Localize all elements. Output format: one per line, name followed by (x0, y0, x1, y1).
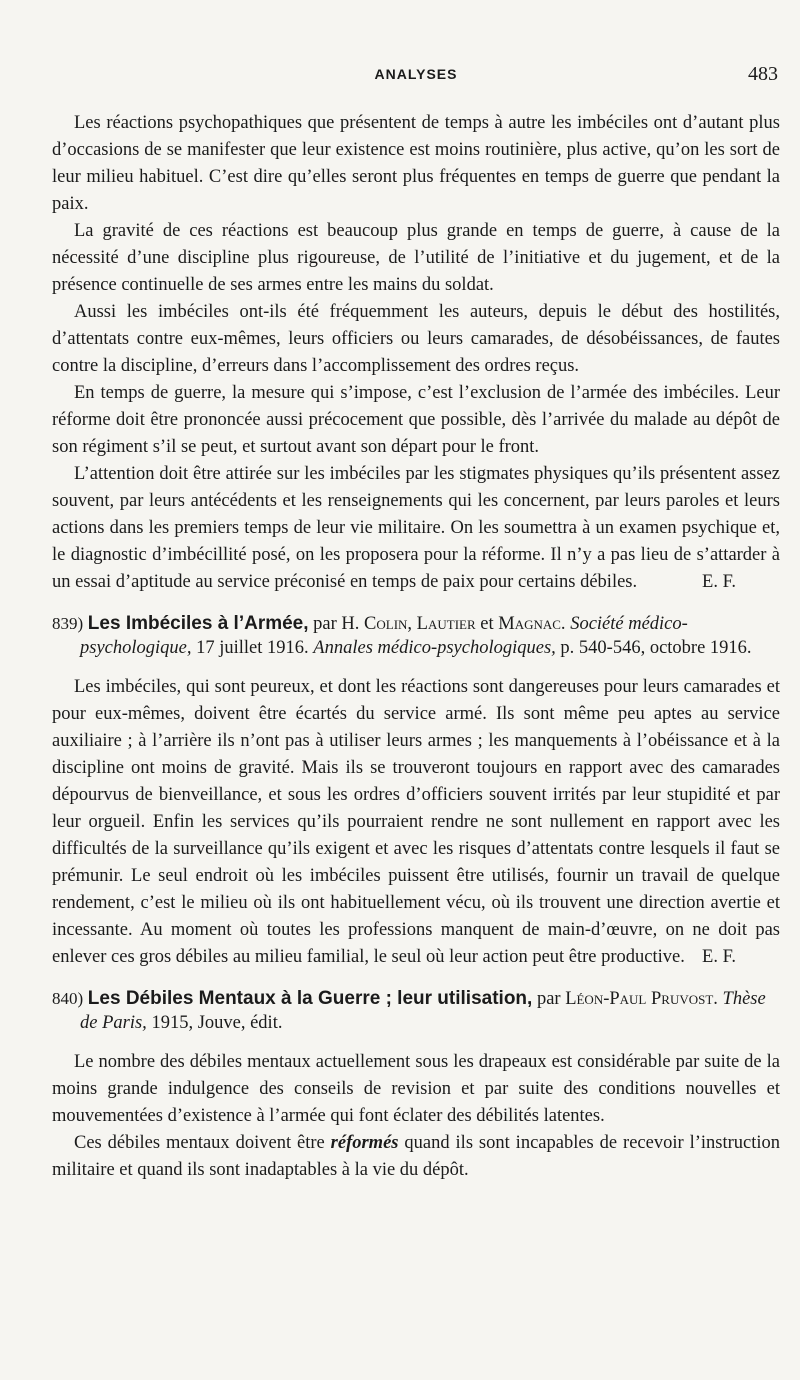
text-body (52, 110, 780, 1184)
running-header (52, 64, 780, 92)
author: Colin, (364, 614, 413, 634)
thesis: Thèse de Paris, (80, 989, 766, 1033)
paragraph: Aussi les imbéciles ont-ils été fréquemment les auteurs, depuis le début des hostilités, d’attentats contre eux-mêmes, leurs officiers ou leurs camarades, de désobéissances, de fautes contre la discipline, d’erreurs dans l’accomplissement des ordres reçus. (52, 302, 780, 376)
emphasis: réformés (330, 1133, 399, 1153)
entry-number: 840) (52, 989, 84, 1008)
paragraph: Les réactions psychopathiques que présentent de temps à autre les imbéciles ont d’autant plus d’occasions de se manifester que leur existence est moins routinière, plus active, qu’on les sort de leur milieu habituel. C’est dire qu’elles seront plus fréquentes en temps de guerre que pendant la paix. (52, 113, 780, 214)
entry-number: 839) (52, 614, 84, 633)
signature: E. F. (702, 947, 736, 967)
paragraph: La gravité de ces réactions est beaucoup plus grande en temps de guerre, à cause de la nécessité d’une discipline plus rigoureuse, de l’utilité de l’initiative et du jugement, et de la présence continuelle de ses armes entre les mains du soldat. (52, 221, 780, 295)
author: Magnac. (498, 614, 566, 634)
entry-title: Les Imbéciles à l’Armée, (87, 613, 309, 634)
paragraph: Le nombre des débiles mentaux actuellement sous les drapeaux est considérable par suite de la moins grande indulgence des conseils de revision et par suite des conditions nouvelles et mouvementées d’existence à l’armée qui font éclater des débilités latentes. (52, 1052, 780, 1126)
paragraph: Les imbéciles, qui sont peureux, et dont les réactions sont dangereuses pour leurs camarades et pour eux-mêmes, doivent être écartés du service armé. Ils sont même peu aptes au service auxiliaire ; à l’arrière ils n’ont pas à utiliser leurs armes ; les manquements à l’obéissance et à la discipline ont moins de gravité. Mais ils se trouveront toujours en rapport avec des camarades dépourvus de bienveillance, et sous les ordres d’officiers souvent irrités par leur stupidité et par leur orgueil. Enfin les services qu’ils pourraient rendre ne sont nullement en rapport avec les difficultés de la surveillance qu’ils exigent et avec les risques d’attentats contre lesquels il faut se prémunir. Le seul endroit où les imbéciles puissent être utilisés, fournir un travail de quelque rendement, c’est le milieu où ils ont habituellement vécu, où ils trouvent une direction avertie et incessante. Au moment où toutes les professions manquent de main-d’œuvre, on ne doit pas enlever ces gros débiles au milieu familial, le seul où leur action peut être productive. E. F. (52, 674, 780, 971)
author: Léon-Paul Pruvost. (565, 989, 718, 1009)
paragraph: L’attention doit être attirée sur les imbéciles par les stigmates physiques qu’ils présentent assez souvent, par leurs antécédents et les renseignements qui les concernent, par leurs paroles et leurs actions dans les premiers temps de leur vie militaire. On les soumettra à un examen psychique et, le diagnostic d’imbécillité posé, on les proposera pour la réforme. Il n’y a pas lieu de s’attarder à un essai d’aptitude au service préconisé en temps de paix pour certains débiles. E. F. (52, 461, 780, 596)
author: Lautier (416, 614, 476, 634)
page-number: 483 (748, 63, 778, 85)
entry-title: Les Débiles Mentaux à la Guerre ; leur utilisation, (87, 988, 533, 1009)
signature: E. F. (702, 572, 736, 592)
journal: Société médico-psychologique, (80, 614, 688, 658)
paragraph: Ces débiles mentaux doivent être réformés quand ils sont incapables de recevoir l’instruction militaire et quand ils sont inadaptables à la vie du dépôt. (52, 1133, 780, 1180)
header-title: ANALYSES (374, 66, 458, 82)
entry-839-heading: 839) Les Imbéciles à l’Armée, par H. Colin, Lautier et Magnac. Société médico-psychologique, 17 juillet 1916. Annales médico-psychologiques, p. 540-546, octobre 1916. (52, 613, 752, 658)
paragraph: En temps de guerre, la mesure qui s’impose, c’est l’exclusion de l’armée des imbéciles. Leur réforme doit être prononcée aussi précocement que possible, dès l’arrivée du malade au dépôt de son régiment s’il se peut, et surtout avant son départ pour le front. (52, 383, 780, 457)
entry-840-heading: 840) Les Débiles Mentaux à la Guerre ; leur utilisation, par Léon-Paul Pruvost. Thèse de Paris, 1915, Jouve, édit. (52, 988, 766, 1033)
journal: Annales médico-psychologiques, (313, 638, 556, 658)
